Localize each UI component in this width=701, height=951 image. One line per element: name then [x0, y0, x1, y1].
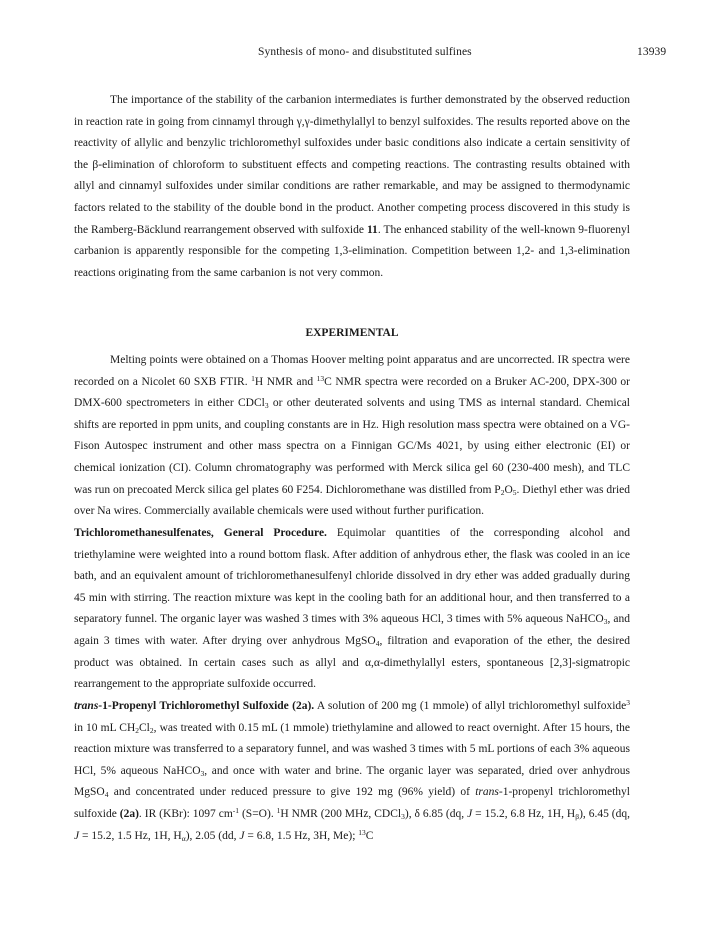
procedure-title: Trichloromethanesulfenates, General Procedure. — [74, 527, 327, 539]
procedure-paragraph-sulfenates: Trichloromethanesulfenates, General Procedure. Equimolar quantities of the corresponding alcohol and triethylamine were weighted into a round bottom flask. After addition of anhydrous ether, the flask was cooled in an ice bath, and an equivalent amount of trichloromethanesulfenyl chloride dissolved in dry ether was added gradually during 45 min with stirring. The reaction mixture was kept in the cooling bath for an additional hour, and then transferred to a separatory funnel. The organic layer was washed 3 times with 3% aqueous HCl, 3 times with 5% aqueous NaHCO$_3$, and again 3 times with water. After drying over anhydrous MgSO$_4$, filtration and evaporation of the ether, the desired product was obtained. In certain cases such as allyl and α,α-dimethylallyl esters, spontaneous [2,3]-sigmatropic rearrangement to the appropriate sulfoxide occurred. — [74, 527, 630, 691]
general-methods-paragraph: Melting points were obtained on a Thomas Hoover melting point apparatus and are uncorrected. IR spectra were recorded on a Nicolet 60 SXB FTIR. $^1$H NMR and $^{13}$C NMR spectra were recorded on a Bruker AC-200, DPX-300 or DMX-600 spectrometers in either CDCl$_3$ or other deuterated solvents and using TMS as internal standard. Chemical shifts are reported in ppm units, and coupling constants are in Hz. High resolution mass spectra were obtained on a VG-Fison Autospec instrument and other mass spectra on a Finnigan GC/Ms 4021, by using either electronic (EI) or chemical ionization (CI). Column chromatography was performed with Merck silica gel 60 (230-400 mesh), and TLC was run on precoated Merck silica gel plates 60 F254. Dichloromethane was distilled from $P_2O_5$. Diethyl ether was dried over Na wires. Commercially available chemicals were used without further purification. — [74, 354, 631, 518]
section-heading-experimental: EXPERIMENTAL — [305, 327, 399, 339]
compound-title: trans-1-Propenyl Trichloromethyl Sulfoxide (2a). — [74, 700, 315, 712]
discussion-paragraph: The importance of the stability of the carbanion intermediates is further demonstrated by the observed reduction in reaction rate in going from cinnamyl through γ,γ-dimethylallyl to benzyl sulfoxides. The results reported above on the reactivity of allylic and benzylic trichloromethyl sulfoxides under basic conditions also indicate a certain sensitivity of the β-elimination of chloroform to substituent effects and competing reactions. The contrasting results obtained with allyl and cinnamyl sulfoxides under similar conditions are rather remarkable, and may be assigned to thermodynamic factors related to the stability of the double bond in the product. Another competing process discovered in this study is the Ramberg-Bäcklund rearrangement observed with sulfoxide 11. The enhanced stability of the well-known 9-fluorenyl carbanion is apparently responsible for the competing 1,3-elimination. Competition between 1,2- and 1,3-elimination reactions originating from the same carbanion is not very common. — [74, 94, 630, 279]
running-title: Synthesis of mono- and disubstituted sulfines — [258, 46, 472, 58]
procedure-paragraph-2a: trans-1-Propenyl Trichloromethyl Sulfoxide (2a). A solution of 200 mg (1 mmole) of allyl trichloromethyl sulfoxide$^3$ in 10 mL $CH_2Cl_2$, was treated with 0.15 mL (1 mmole) triethylamine and allowed to react overnight. After 15 hours, the reaction mixture was transferred to a separatory funnel, and was washed 3 times with 5 mL portions of each 3% aqueous HCl, 5% aqueous NaHCO$_3$, and once with water and brine. The organic layer was separated, dried over anhydrous MgSO$_4$ and concentrated under reduced pressure to give 192 mg (96% yield) of trans-1-propenyl trichloromethyl sulfoxide (2a). IR (KBr): 1097 $cm^{-1}$ (S=O). $^1$H NMR (200 MHz, CDCl$_3$), δ 6.85 (dq, J = 15.2, 6.8 Hz, 1H, $H_\beta$), 6.45 (dq, J = 15.2, 1.5 Hz, 1H, $H_\alpha$), 2.05 (dd, J = 6.8, 1.5 Hz, 3H, Me); $^{13}$C — [74, 698, 631, 843]
page-number: 13939 — [637, 46, 667, 58]
